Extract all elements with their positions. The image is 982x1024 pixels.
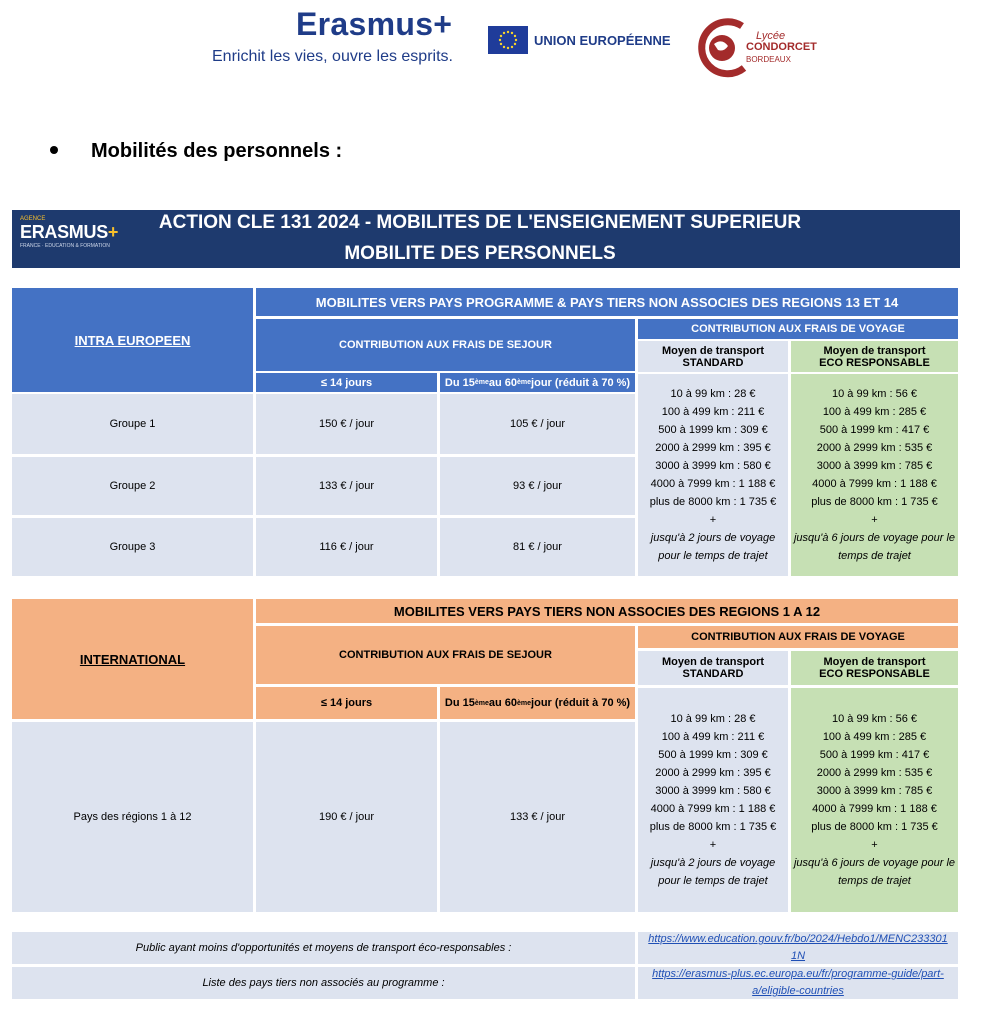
intra-transport-eco: Moyen de transport ECO RESPONSABLE <box>791 341 958 372</box>
intra-row-label: Groupe 2 <box>12 457 253 515</box>
intl-transport-eco: Moyen de transport ECO RESPONSABLE <box>791 651 958 685</box>
intl-label: INTERNATIONAL <box>12 599 253 719</box>
section-title: Mobilités des personnels : <box>91 140 343 162</box>
banner-title-1: ACTION CLE 131 2024 - MOBILITES DE L'ENSEIGNEMENT SUPERIEUR <box>158 212 802 233</box>
intra-row-short: 150 € / jour <box>256 394 437 454</box>
intl-row-short: 190 € / jour <box>256 722 437 912</box>
intl-col-short: ≤ 14 jours <box>256 687 437 719</box>
intl-standard-list: 10 à 99 km : 28 € 100 à 499 km : 211 € 500 à 1999 km : 309 € 2000 à 2999 km : 395 € 3000 à 3999 km : 580 € 4000 à 7999 km : 1 188 € plus de 8000 km : 1 735 € + jusqu'à 2 jours de voyage pour le temps de trajet <box>638 688 788 912</box>
intra-row-long: 81 € / jour <box>440 518 635 576</box>
bullet-icon <box>50 146 58 154</box>
intl-travel-header: CONTRIBUTION AUX FRAIS DE VOYAGE <box>638 626 958 648</box>
erasmus-logo-text: Erasmus+ <box>296 6 453 42</box>
intra-row-short: 133 € / jour <box>256 457 437 515</box>
intl-row-long: 133 € / jour <box>440 722 635 912</box>
intra-label: INTRA EUROPEEN <box>12 288 253 392</box>
intra-col-long: Du 15 ème au 60 ème jour (réduit à 70 %) <box>440 373 635 392</box>
lycee-label-1: Lycée <box>756 30 786 42</box>
footer-row2-link[interactable]: https://erasmus-plus.ec.europa.eu/fr/programme-guide/part- a/eligible-countries <box>638 967 958 999</box>
footer-row2-label: Liste des pays tiers non associés au programme : <box>12 967 635 999</box>
intra-row-long: 105 € / jour <box>440 394 635 454</box>
intra-row-long: 93 € / jour <box>440 457 635 515</box>
agency-label: AGENCE <box>20 216 46 222</box>
lycee-label-2: CONDORCET <box>746 41 817 53</box>
erasmus-tagline: Enrichit les vies, ouvre les esprits. <box>212 48 453 65</box>
eu-flag-icon <box>488 26 528 54</box>
intl-row-label: Pays des régions 1 à 12 <box>12 722 253 912</box>
intra-row-short: 116 € / jour <box>256 518 437 576</box>
intl-col-long: Du 15 ème au 60 ème jour (réduit à 70 %) <box>440 687 635 719</box>
footer-row1-label: Public ayant moins d'opportunités et moyens de transport éco-responsables : <box>12 932 635 964</box>
intl-header: MOBILITES VERS PAYS TIERS NON ASSOCIES DES REGIONS 1 A 12 <box>256 599 958 623</box>
intra-eco-list: 10 à 99 km : 56 € 100 à 499 km : 285 € 500 à 1999 km : 417 € 2000 à 2999 km : 535 € 3000 à 3999 km : 785 € 4000 à 7999 km : 1 188 € plus de 8000 km : 1 735 € + jusqu'à 6 jours de voyage pour le temps de trajet <box>791 374 958 576</box>
intra-standard-list: 10 à 99 km : 28 € 100 à 499 km : 211 € 500 à 1999 km : 309 € 2000 à 2999 km : 395 € 3000 à 3999 km : 580 € 4000 à 7999 km : 1 188 € plus de 8000 km : 1 735 € + jusqu'à 2 jours de voyage pour le temps de trajet <box>638 374 788 576</box>
intl-stay-header: CONTRIBUTION AUX FRAIS DE SEJOUR <box>256 626 635 684</box>
lycee-label-3: BORDEAUX <box>746 55 791 64</box>
intra-stay-header: CONTRIBUTION AUX FRAIS DE SEJOUR <box>256 319 635 371</box>
agency-sub: FRANCE · EDUCATION & FORMATION <box>20 243 110 249</box>
banner-title-2: MOBILITE DES PERSONNELS <box>344 243 616 264</box>
intl-transport-standard: Moyen de transport STANDARD <box>638 651 788 685</box>
intl-eco-list: 10 à 99 km : 56 € 100 à 499 km : 285 € 500 à 1999 km : 417 € 2000 à 2999 km : 535 € 3000 à 3999 km : 785 € 4000 à 7999 km : 1 188 € plus de 8000 km : 1 735 € + jusqu'à 6 jours de voyage pour le temps de trajet <box>791 688 958 912</box>
intra-row-label: Groupe 1 <box>12 394 253 454</box>
agency-word: ERASMUS+ <box>20 222 119 242</box>
intra-row-label: Groupe 3 <box>12 518 253 576</box>
intra-travel-header: CONTRIBUTION AUX FRAIS DE VOYAGE <box>638 319 958 339</box>
eu-label: UNION EUROPÉENNE <box>534 33 671 48</box>
intra-col-short: ≤ 14 jours <box>256 373 437 392</box>
footer-row1-link[interactable]: https://www.education.gouv.fr/bo/2024/Hebdo1/MENC233301 1N <box>638 932 958 964</box>
intra-transport-standard: Moyen de transport STANDARD <box>638 341 788 372</box>
intra-header: MOBILITES VERS PAYS PROGRAMME & PAYS TIERS NON ASSOCIES DES REGIONS 13 ET 14 <box>256 288 958 316</box>
